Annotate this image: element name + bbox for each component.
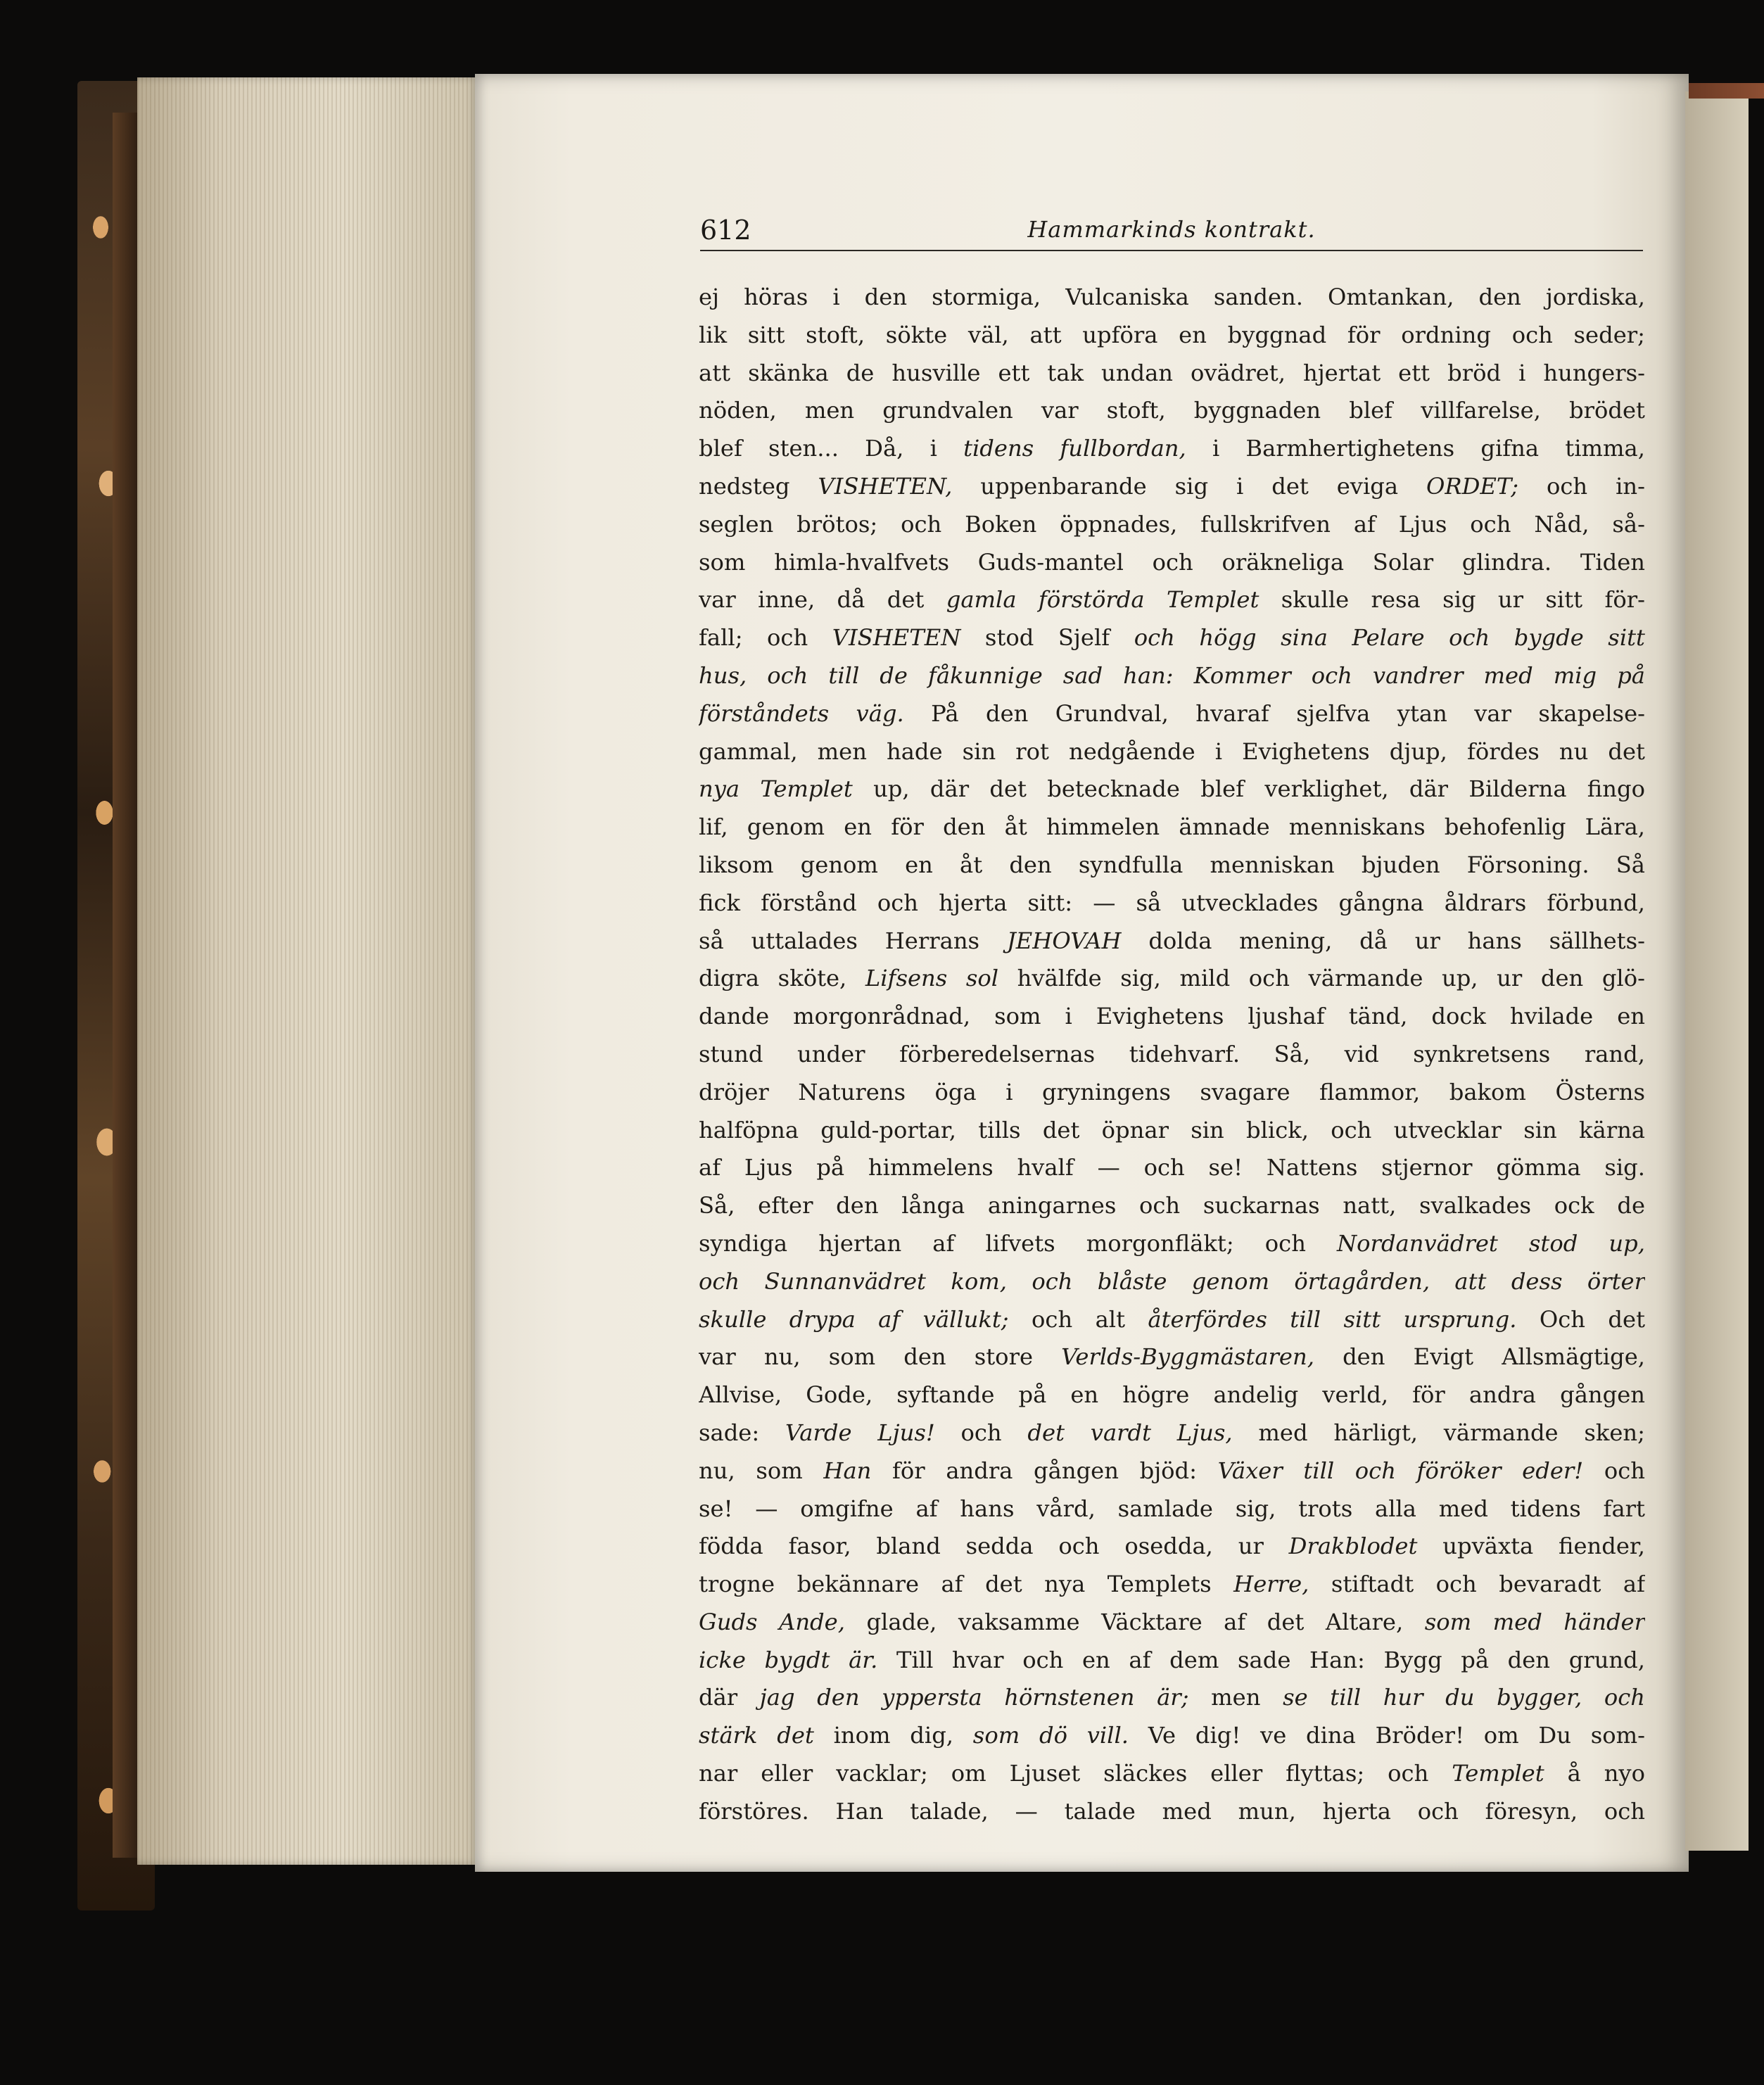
text-line [699,1187,1645,1225]
italic-text: förståndets väg. [699,699,904,727]
italic-text: och högg sina Pelare och bygde sitt [1134,624,1645,652]
italic-text: Guds Ande, [699,1608,845,1635]
text-segment: lif, genom en för den åt himmelen ämnade menniskans behofenlig Lära, [699,813,1645,841]
text-line [699,1604,1645,1642]
italic-text: Herre, [1233,1571,1309,1598]
text-segment: och alt [1008,1305,1148,1333]
text-segment: i Barmhertighetens gifna timma, [1186,435,1645,462]
italic-text: Växer till och föröker eder! [1217,1457,1584,1484]
italic-text: ORDET; [1426,472,1519,500]
text-line [699,1528,1645,1566]
text-segment: Ve dig! ve dina Bröder! om Du som- [1129,1722,1645,1749]
text-segment: hvälfde sig, mild och värmande up, ur den glö- [998,965,1645,992]
text-line [699,1149,1645,1187]
text-line [699,1679,1645,1717]
running-head: Hammarkinds kontrakt. [1027,216,1316,243]
italic-text: JEHOVAH [1006,927,1122,954]
text-segment: se! — omgifne af hans vård, samlade sig, trots alla med tidens fart [699,1495,1645,1522]
text-line [699,1414,1645,1452]
italic-text: Varde Ljus! [785,1419,935,1446]
text-segment: stod Sjelf [960,624,1134,652]
text-segment: dande morgonrådnad, som i Evighetens ljushaf tänd, dock hvilade en [699,1003,1645,1030]
text-segment: att skänka de husville ett tak undan ovädret, hjertat ett bröd i hungers- [699,359,1645,386]
italic-text: VISHETEN [832,624,961,652]
text-segment: förstöres. Han talade, — talade med mun, hjerta och föresyn, och [699,1797,1645,1825]
text-segment: seglen brötos; och Boken öppnades, fullskrifven af Ljus och Nåd, så- [699,510,1645,538]
text-segment: nar eller vacklar; om Ljuset släckes eller flyttas; och [699,1760,1452,1787]
text-line [699,923,1645,961]
text-line [699,279,1645,317]
text-segment: inom dig, [813,1722,973,1749]
italic-text: icke bygdt är. [699,1646,878,1673]
text-segment: uppenbarande sig i det eviga [952,472,1426,500]
text-segment: lik sitt stoft, sökte väl, att upföra en byggnad för ordning och seder; [699,321,1645,348]
text-segment: dolda mening, då ur hans sällhets- [1121,927,1645,954]
text-line [699,1338,1645,1376]
italic-text: och Sunnanvädret kom, och blåste genom örtagården, att dess örter [699,1267,1645,1295]
page-edges [137,77,478,1865]
text-segment: blef sten... Då, i [699,435,964,462]
text-segment: med härligt, värmande sken; [1232,1419,1645,1446]
text-segment: och in- [1518,472,1645,500]
text-segment: där [699,1684,760,1711]
text-line [699,657,1645,695]
text-segment: ej höras i den stormiga, Vulcaniska sanden. Omtankan, den jordiska, [699,284,1645,310]
text-segment: så uttalades Herrans [699,927,1007,954]
italic-text: Nordanvädret stod up, [1337,1229,1645,1257]
text-segment: nedsteg [699,472,818,500]
text-line [699,885,1645,923]
italic-text: VISHETEN, [818,472,953,500]
text-line [699,317,1645,355]
text-line [699,392,1645,430]
text-segment: Så, efter den långa aningarnes och suckarnas natt, svalkades ock de [699,1192,1645,1219]
text-line [699,960,1645,998]
text-segment: trogne bekännare af det nya Templets [699,1571,1234,1598]
text-line [699,430,1645,468]
italic-text: gamla förstörda Templet [946,586,1259,614]
text-segment: af Ljus på himmelens hvalf — och se! Nattens stjernor gömma sig. [699,1154,1645,1181]
text-segment: dröjer Naturens öga i gryningens svagare flammor, bakom Österns [699,1078,1645,1105]
text-line [699,619,1645,657]
text-segment: syndiga hjertan af lifvets morgonfläkt; och [699,1229,1338,1257]
text-line [699,847,1645,885]
text-segment: På den Grundval, hvaraf sjelfva ytan var skapelse- [903,699,1645,727]
header-rule [700,250,1643,251]
text-segment: födda fasor, bland sedda och osedda, ur [699,1533,1289,1560]
text-line [699,1376,1645,1414]
italic-text: tidens fullbordan, [963,435,1186,462]
text-segment: digra sköte, [699,965,865,992]
text-segment: halföpna guld-portar, tills det öpnar sin blick, och utvecklar sin kärna [699,1116,1645,1143]
italic-text: nya Templet [699,775,853,803]
page-header [700,215,1643,246]
italic-text: Han [823,1457,872,1484]
italic-text: se till hur du bygger, och [1283,1684,1645,1711]
text-segment: nu, som [699,1457,824,1484]
text-line [699,998,1645,1036]
text-segment: Till hvar och en af dem sade Han: Bygg på den grund, [877,1646,1645,1673]
italic-text: jag den yppersta hörnstenen är; [759,1684,1189,1711]
text-line [699,1263,1645,1301]
text-segment: gammal, men hade sin rot nedgående i Evighetens djup, fördes nu det [699,737,1645,765]
text-segment: för andra gången bjöd: [871,1457,1218,1484]
text-line [699,544,1645,582]
text-line [699,1112,1645,1150]
text-line [699,695,1645,733]
text-line [699,1490,1645,1528]
italic-text: Drakblodet [1288,1533,1418,1560]
text-segment: fick förstånd och hjerta sitt: — så utvecklades gångna åldrars förbund, [699,889,1645,916]
text-segment: stund under förberedelsernas tidehvarf. Så, vid synkretsens rand, [699,1040,1645,1067]
text-line [699,733,1645,771]
text-segment: sade: [699,1419,785,1446]
text-segment: var nu, som den store [699,1343,1062,1371]
italic-text: stärk det [699,1722,814,1749]
text-line [699,1717,1645,1755]
text-segment: liksom genom en åt den syndfulla menniskan bjuden Försoning. Så [699,851,1645,878]
text-segment: nöden, men grundvalen var stoft, byggnaden blef villfarelse, brödet [699,397,1645,424]
text-segment: Och det [1516,1305,1645,1333]
italic-text: som dö vill. [972,1722,1129,1749]
italic-text: som med händer [1424,1608,1645,1635]
text-line [699,809,1645,847]
text-segment: som himla-hvalfvets Guds-mantel och oräkneliga Solar glindra. Tiden [699,548,1645,576]
italic-text: Templet [1452,1760,1544,1787]
page-number: 612 [700,215,751,246]
text-segment: och [1583,1457,1645,1484]
italic-text: hus, och till de fåkunnige sad han: Kommer och vandrer med mig på [699,661,1645,689]
text-segment: fall; och [699,624,832,652]
italic-text: Verlds-Byggmästaren, [1061,1343,1314,1371]
text-line [699,1036,1645,1074]
text-segment: men [1188,1684,1283,1711]
text-segment: å nyo [1544,1760,1645,1787]
text-segment: var inne, då det [699,586,946,614]
text-line [699,1074,1645,1112]
text-line [699,1301,1645,1339]
text-segment: stiftadt och bevaradt af [1309,1571,1645,1598]
text-segment: skulle resa sig ur sitt för- [1259,586,1645,614]
italic-text: det vardt Ljus, [1027,1419,1233,1446]
book-cover-corner [1689,83,1764,99]
text-line [699,1452,1645,1490]
text-segment: upväxta fiender, [1417,1533,1645,1560]
body-text [699,279,1645,1831]
text-line [699,1642,1645,1680]
text-line [699,1566,1645,1604]
text-segment: Allvise, Gode, syftande på en högre andelig verld, för andra gången [699,1381,1645,1409]
italic-text: skulle drypa af vällukt; [699,1305,1009,1333]
text-line [699,506,1645,544]
text-line [699,355,1645,393]
text-line [699,771,1645,809]
text-segment: och [934,1419,1028,1446]
text-line [699,1225,1645,1263]
text-line [699,468,1645,506]
text-segment: den Evigt Allsmägtige, [1314,1343,1645,1371]
text-segment: up, där det betecknade blef verklighet, där Bilderna fingo [852,775,1645,803]
text-segment: glade, vaksamme Väcktare af det Altare, [844,1608,1425,1635]
book-spine [113,113,141,1858]
text-line [699,1793,1645,1831]
facing-page-edge [1685,91,1749,1851]
italic-text: återfördes till sitt ursprung. [1148,1305,1517,1333]
italic-text: Lifsens sol [865,965,999,992]
text-line [699,1755,1645,1793]
text-line [699,581,1645,619]
